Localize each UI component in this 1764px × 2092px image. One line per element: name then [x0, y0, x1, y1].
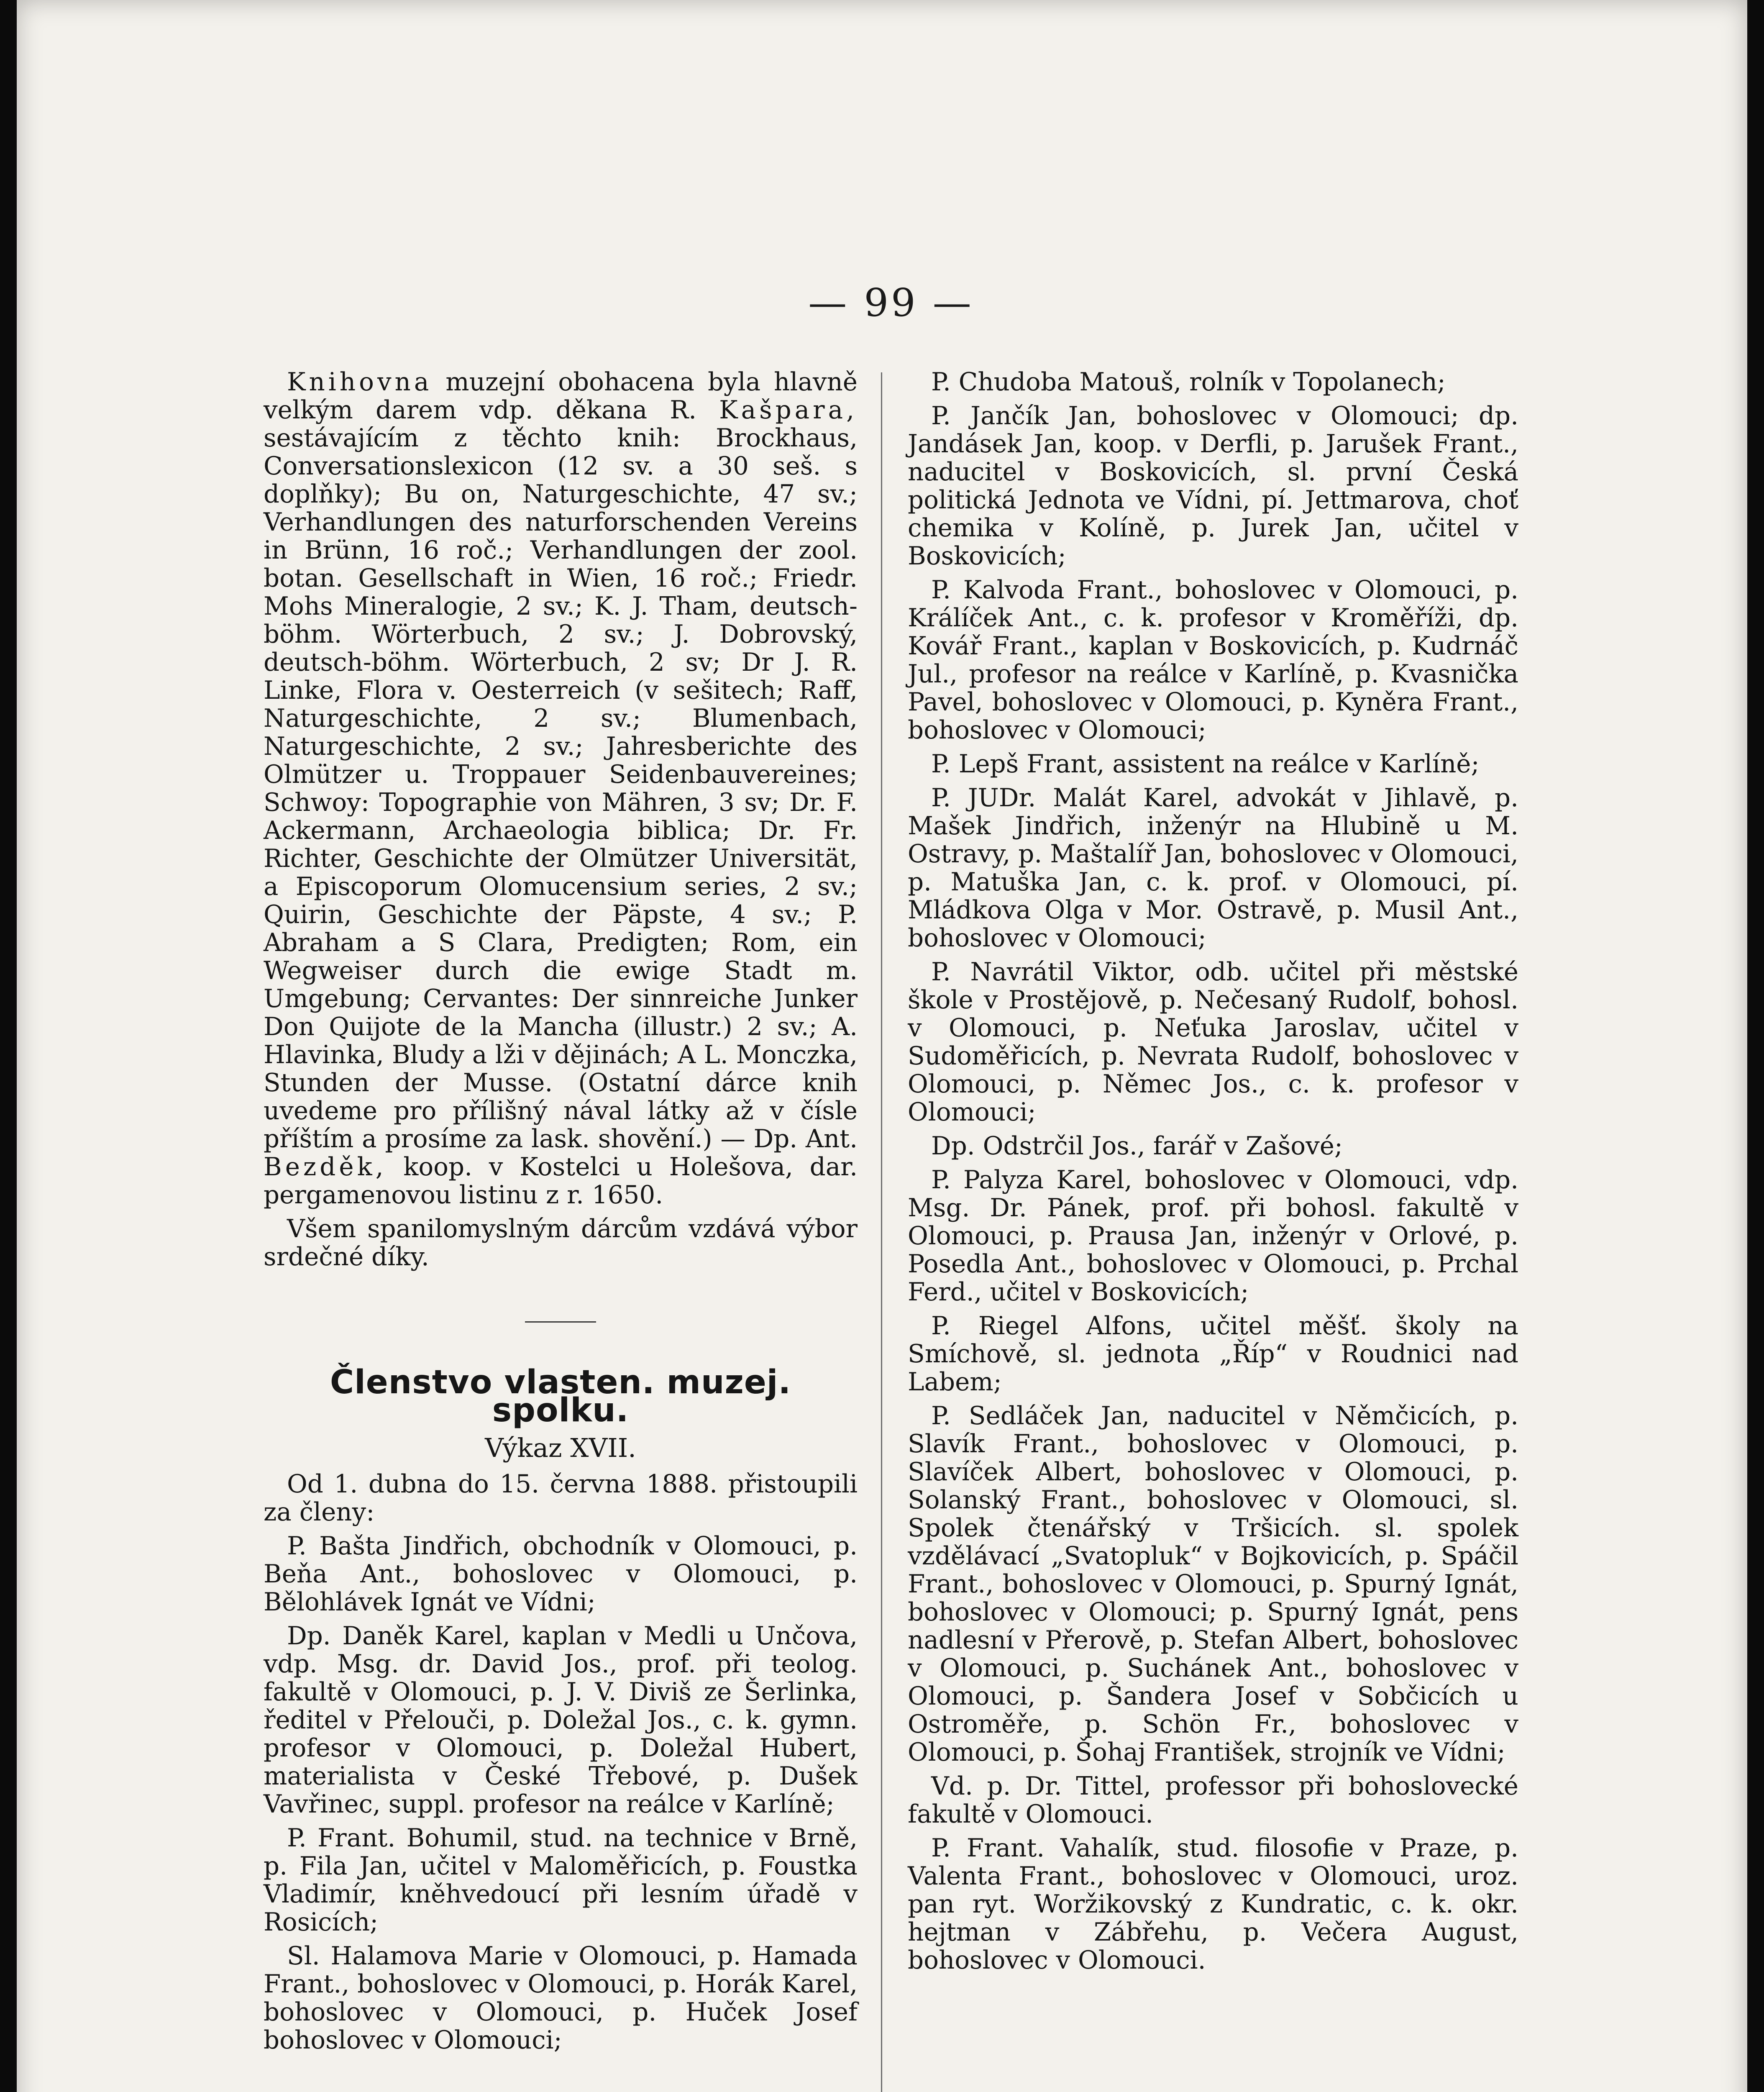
member-entry: P. Navrátil Viktor, odb. učitel při městské škole v Prostějově, p. Nečesaný Rudolf, bohosl. v Olomouci, p. Neťuka Jaroslav, učitel v Sudoměřicích, p. Nevrata Rudolf, bohoslovec v Olomouci, p. Němec Jos., c. k. profesor v Olomouci; — [908, 958, 1518, 1127]
member-entry: P. Jančík Jan, bohoslovec v Olomouci; dp. Jandásek Jan, koop. v Derfli, p. Jarušek Frant., naducitel v Boskovicích, sl. první Česká politická Jednota ve Vídni, pí. Jettmarova, choť chemika v Kolíně, p. Jurek Jan, učitel v Boskovicích; — [908, 402, 1518, 571]
section-heading: Členstvo vlasten. muzej. spolku. — [330, 1364, 791, 1429]
member-entry: P. Sedláček Jan, naducitel v Němčicích, p. Slavík Frant., bohoslovec v Olomouci, p. Slavíček Albert, bohoslovec v Olomouci, p. Solanský Frant., bohoslovec v Olomouci, sl. Spolek čtenářský v Tršicích. sl. spolek vzdělávací „Svatopluk“ v Bojkovicích, p. Spáčil Frant., bohoslovec v Olomouci, p. Spurný Ignát, bohoslovec v Olomouci; p. Spurný Ignát, pens nadlesní v Přerově, p. Stefan Albert, bohoslovec v Olomouci, p. Suchánek Ant., bohoslovec v Olomouci, p. Šandera Josef v Sobčicích u Ostroměře, p. Schön Fr., bohoslovec v Olomouci, p. Šohaj František, strojník ve Vídni; — [908, 1402, 1518, 1767]
member-entry: Dp. Daněk Karel, kaplan v Medli u Unčova, vdp. Msg. dr. David Jos., prof. při teolog. fakultě v Olomouci, p. J. V. Diviš ze Šerlinka, ředitel v Přelouči, p. Doležal Jos., c. k. gymn. profesor v Olomouci, p. Doležal Hubert, materialista v České Třebové, p. Dušek Vavřinec, suppl. profesor na reálce v Karlíně; — [264, 1622, 858, 1819]
member-entry: P. Lepš Frant, assistent na reálce v Karlíně; — [931, 750, 1480, 779]
member-entry: P. Bašta Jindřich, obchodník v Olomouci, p. Beňa Ant., bohoslovec v Olomouci, p. Bělohlávek Ignát ve Vídni; — [264, 1532, 858, 1617]
member-entry: P. Riegel Alfons, učitel měšť. školy na Smíchově, sl. jednota „Říp“ v Roudnici nad Labem; — [908, 1312, 1518, 1397]
member-entry: Sl. Halamova Marie v Olomouci, p. Hamada Frant., bohoslovec v Olomouci, p. Horák Karel, bohoslovec v Olomouci, p. Huček Josef bohoslovec v Olomouci; — [264, 1942, 858, 2055]
period-paragraph: Od 1. dubna do 15. června 1888. přistoupili za členy: — [264, 1470, 858, 1527]
member-entry: P. Kalvoda Frant., bohoslovec v Olomouci, p. Králíček Ant., c. k. profesor v Kroměříži, dp. Kovář Frant., kaplan v Boskovicích, p. Kudrnáč Jul., profesor na reálce v Karlíně, p. Kvasnička Pavel, bohoslovec v Olomouci, p. Kyněra Frant., bohoslovec v Olomouci; — [908, 576, 1518, 745]
member-entry: P. Frant. Vahalík, stud. filosofie v Praze, p. Valenta Frant., bohoslovec v Olomouci, uroz. pan ryt. Woržikovský z Kundratic, c. k. okr. hejtman v Zábřehu, p. Večera August, bohoslovec v Olomouci. — [908, 1834, 1518, 1975]
page-number: — 99 — — [808, 280, 974, 325]
section-divider — [525, 1321, 596, 1323]
member-entry: Vd. p. Dr. Tittel, professor při bohoslovecké fakultě v Olomouci. — [908, 1772, 1518, 1829]
report-label: Výkaz XVII. — [485, 1433, 636, 1463]
member-entry: Dp. Odstrčil Jos., farář v Zašové; — [931, 1132, 1343, 1161]
second-donor-name: Bezděk, — [264, 1153, 387, 1182]
member-entry: P. JUDr. Malát Karel, advokát v Jihlavě, p. Mašek Jindřich, inženýr na Hlubině u M. Ostravy, p. Maštalíř Jan, bohoslovec v Olomouci, p. Matuška Jan, c. k. prof. v Olomouci, pí. Mládkova Olga v Mor. Ostravě, p. Musil Ant., bohoslovec v Olomouci; — [908, 784, 1518, 953]
left-column — [264, 368, 858, 2060]
intro-spaced-word: Knihovna — [287, 368, 433, 397]
member-entry: P. Frant. Bohumil, stud. na technice v Brně, p. Fila Jan, učitel v Maloměřicích, p. Foustka Vladimír, kněhvedoucí při lesním úřadě v Rosicích; — [264, 1824, 858, 1937]
column-divider — [881, 372, 882, 2092]
member-entry: P. Palyza Karel, bohoslovec v Olomouci, vdp. Msg. Dr. Pánek, prof. při bohosl. fakultě v Olomouci, p. Prausa Jan, inženýr v Orlové, p. Posedla Ant., bohoslovec v Olomouci, p. Prchal Ferd., učitel v Boskovicích; — [908, 1166, 1518, 1307]
donor-name: Kašpara, — [719, 396, 858, 425]
library-donation-paragraph — [264, 368, 858, 1209]
document-page — [17, 0, 1747, 2092]
right-column — [908, 368, 1518, 1980]
donation-text: sestávajícím z těchto knih: Brockhaus, Conversationslexicon (12 sv. a 30 seš. s doplňky); Bu on, Naturgeschichte, 47 sv.; Verhandlungen des naturforschenden Vereins in Brünn, 16 roč.; Verhandlungen der zool. botan. Gesellschaft in Wien, 16 roč.; Friedr. Mohs Mineralogie, 2 sv.; K. J. Tham, deutsch-böhm. Wörterbuch, 2 sv.; J. Dobrovský, deutsch-böhm. Wörterbuch, 2 sv; Dr J. R. Linke, Flora v. Oesterreich (v sešitech; Raff, Naturgeschichte, 2 sv.; Blumenbach, Naturgeschichte, 2 sv.; Jahresberichte des Olmützer u. Troppauer Seidenbauvereines; Schwoy: Topographie von Mähren, 3 sv; Dr. F. Ackermann, Archaeologia biblica; Dr. Fr. Richter, Geschichte der Olmützer Universität, a Episcoporum Olomucensium series, 2 sv.; Quirin, Geschichte der Päpste, 4 sv.; P. Abraham a S Clara, Predigten; Rom, ein Wegweiser durch die ewige Stadt m. Umgebung; Cervantes: Der sinnreiche Junker Don Quijote de la Mancha (illustr.) 2 sv.; A. Hlavinka, Bludy a lži v dějinách; A L. Monczka, Stunden der Musse. (Ostatní dárce knih uvedeme pro přílišný nával látky až v čísle příštím a prosíme za lask. shovění.) — Dp. Ant. — [264, 424, 858, 1154]
thanks-paragraph: Všem spanilomyslným dárcům vzdává výbor srdečné díky. — [264, 1215, 858, 1272]
member-entry: P. Chudoba Matouš, rolník v Topolanech; — [931, 368, 1446, 397]
second-donation-text: koop. v Kostelci u Holešova, dar. pergamenovou listinu z r. 1650. — [264, 1153, 858, 1210]
intro-text: muzejní obohacena byla hlavně velkým darem vdp. děkana R. — [264, 368, 858, 425]
